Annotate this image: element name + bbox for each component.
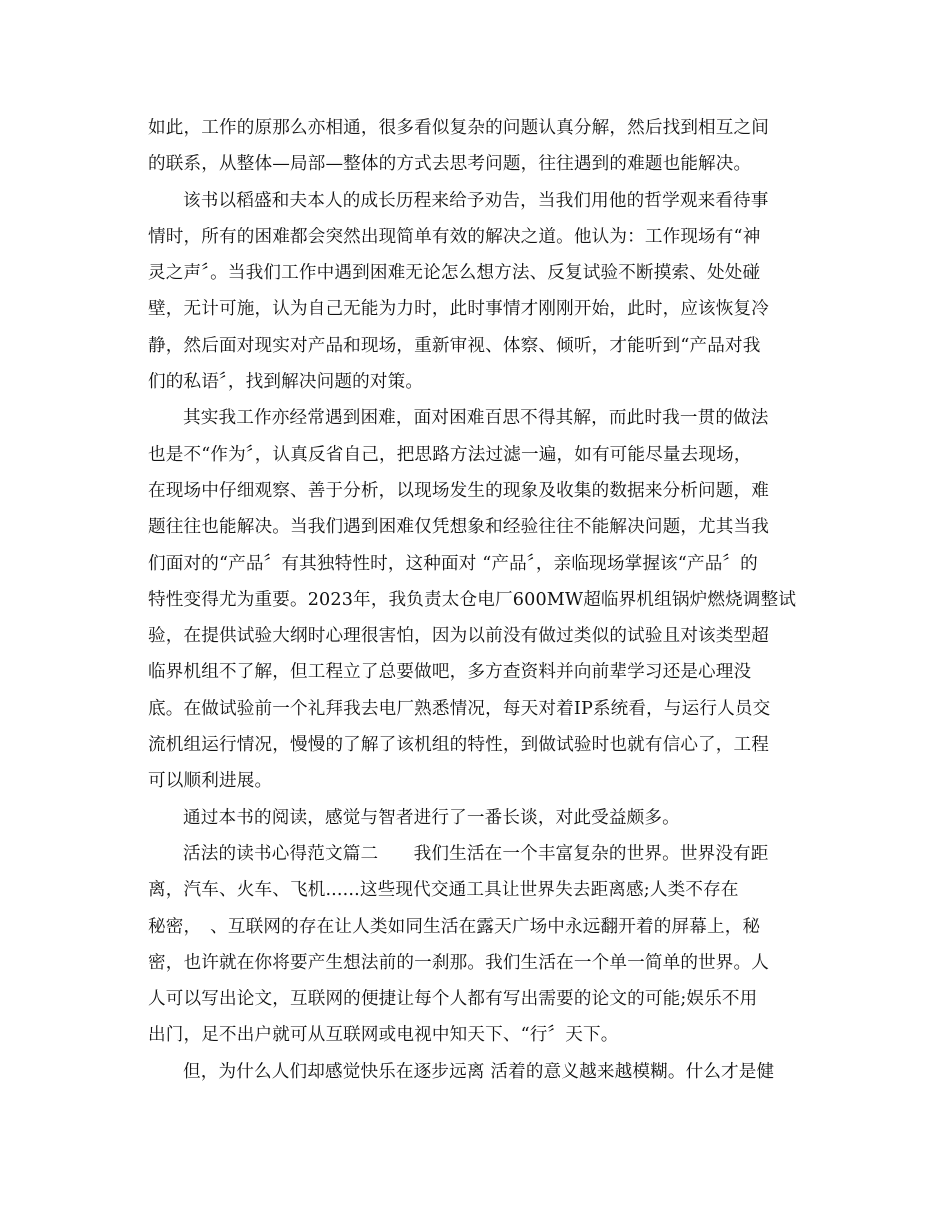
- paragraph-start-line: 该书以稻盛和夫本人的成长历程来给予劝告，当我们用他的哲学观来看待事: [183, 190, 769, 211]
- text-line: 可以顺利进展。: [148, 771, 273, 792]
- text-line: 们面对的“产品〞有其独特性时，这种面对 “产品〞，亲临现场掌握该“产品〞的: [148, 553, 758, 574]
- text-line: 密，也许就在你将要产生想法前的一刹那。我们生活在一个单一简单的世界。人: [148, 952, 770, 973]
- text-line: 也是不“作为〞，认真反省自己，把思路方法过滤一遍，如有可能尽量去现场，: [148, 444, 752, 465]
- paragraph-start-line: 但，为什么人们却感觉快乐在逐步远离 活着的意义越来越模糊。什么才是健: [183, 1061, 775, 1082]
- text-line: 特性变得尤为重要。2023年，我负责太仓电厂600MW超临界机组锅炉燃烧调整试: [148, 589, 797, 610]
- text-line: 题往往也能解决。当我们遇到困难仅凭想象和经验往往不能解决问题，尤其当我: [148, 517, 770, 538]
- text-line: 灵之声〞。当我们工作中遇到困难无论怎么想方法、反复试验不断摸索、处处碰: [148, 263, 761, 284]
- text-line: 静，然后面对现实对产品和现场，重新审视、体察、倾听，才能听到“产品对我: [148, 335, 761, 356]
- text-line: 秘密， 、互联网的存在让人类如同生活在露天广场中永远翻开着的屏幕上，秘: [148, 916, 761, 937]
- text-line: 情时，所有的困难都会突然出现简单有效的解决之道。他认为：工作现场有“神: [148, 226, 761, 247]
- text-line: 壁，无计可施，认为自己无能为力时，此时事情才刚刚开始，此时，应该恢复冷: [148, 299, 770, 320]
- text-line: 验，在提供试验大纲时心理很害怕，因为以前没有做过类似的试验且对该类型超: [148, 626, 770, 647]
- text-line: 离，汽车、火车、飞机......这些现代交通工具让世界失去距离感;人类不存在: [148, 880, 739, 901]
- text-line: 人可以写出论文，互联网的便捷让每个人都有写出需要的论文的可能;娱乐不用: [148, 989, 758, 1010]
- text-line: 流机组运行情况，慢慢的了解了该机组的特性，到做试验时也就有信心了，工程: [148, 735, 770, 756]
- text-line: 如此，工作的原那么亦相通，很多看似复杂的问题认真分解，然后找到相互之间: [148, 118, 770, 138]
- paragraph-start-line: 通过本书的阅读，感觉与智者进行了一番长谈，对此受益颇多。: [183, 807, 680, 828]
- text-line: 底。在做试验前一个礼拜我去电厂熟悉情况，每天对着IP系统看，与运行人员交: [148, 698, 771, 719]
- paragraph-start-line: 活法的读书心得范文篇二 我们生活在一个丰富复杂的世界。世界没有距: [183, 843, 769, 864]
- text-line: 出门，足不出户就可从互联网或电视中知天下、“行〞天下。: [148, 1025, 619, 1046]
- paragraph-start-line: 其实我工作亦经常遇到困难，面对困难百思不得其解，而此时我一贯的做法: [183, 408, 769, 429]
- body-text: [148, 110, 838, 1090]
- text-line: 临界机组不了解，但工程立了总要做吧，多方查资料并向前辈学习还是心理没: [148, 662, 752, 683]
- text-line: 们的私语〞，找到解决问题的对策。: [148, 372, 424, 393]
- text-line: 的联系，从整体—局部—整体的方式去思考问题，往往遇到的难题也能解决。: [148, 154, 752, 175]
- text-line: 在现场中仔细观察、善于分析，以现场发生的现象及收集的数据来分析问题，难: [148, 480, 770, 501]
